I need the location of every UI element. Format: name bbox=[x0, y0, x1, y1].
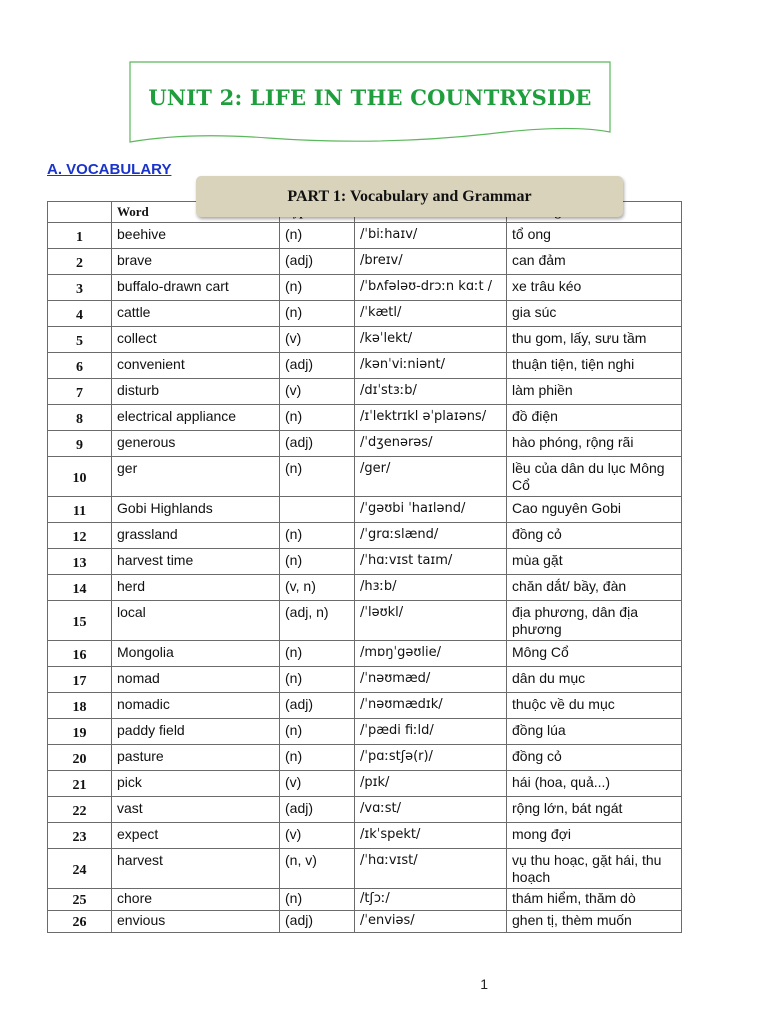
table-row bbox=[48, 523, 682, 549]
row-number: 10 bbox=[48, 457, 112, 497]
table-row bbox=[48, 719, 682, 745]
pronunciation-cell: /ˈbiːhaɪv/ bbox=[355, 223, 507, 249]
type-cell: (n) bbox=[280, 549, 355, 575]
pronunciation-cell: /ˈhɑːvɪst/ bbox=[355, 849, 507, 889]
table-row bbox=[48, 301, 682, 327]
row-number: 24 bbox=[48, 849, 112, 889]
table-row bbox=[48, 353, 682, 379]
pronunciation-cell: /hɜːb/ bbox=[355, 575, 507, 601]
type-cell: (v) bbox=[280, 327, 355, 353]
row-number: 22 bbox=[48, 797, 112, 823]
pronunciation-cell: /ˈkætl/ bbox=[355, 301, 507, 327]
meaning-cell: dân du mục bbox=[507, 667, 682, 693]
row-number: 12 bbox=[48, 523, 112, 549]
meaning-cell: thuộc về du mục bbox=[507, 693, 682, 719]
word-cell: beehive bbox=[112, 223, 280, 249]
pronunciation-cell: /ˈhɑːvɪst taɪm/ bbox=[355, 549, 507, 575]
meaning-cell: tổ ong bbox=[507, 223, 682, 249]
row-number: 13 bbox=[48, 549, 112, 575]
meaning-cell: mùa gặt bbox=[507, 549, 682, 575]
type-cell: (adj) bbox=[280, 249, 355, 275]
pronunciation-cell: /dɪˈstɜːb/ bbox=[355, 379, 507, 405]
type-cell: (n, v) bbox=[280, 849, 355, 889]
type-cell: (n) bbox=[280, 745, 355, 771]
type-cell: (v) bbox=[280, 823, 355, 849]
meaning-cell: hái (hoa, quả...) bbox=[507, 771, 682, 797]
row-number: 21 bbox=[48, 771, 112, 797]
meaning-cell: mong đợi bbox=[507, 823, 682, 849]
row-number: 7 bbox=[48, 379, 112, 405]
word-cell: Mongolia bbox=[112, 641, 280, 667]
word-cell: buffalo-drawn cart bbox=[112, 275, 280, 301]
word-cell: brave bbox=[112, 249, 280, 275]
type-cell: (n) bbox=[280, 641, 355, 667]
type-cell: (adj) bbox=[280, 431, 355, 457]
meaning-cell: xe trâu kéo bbox=[507, 275, 682, 301]
meaning-cell: địa phương, dân địa phương bbox=[507, 601, 682, 641]
table-row bbox=[48, 797, 682, 823]
pronunciation-cell: /ˈbʌfələʊ-drɔːn kɑːt / bbox=[355, 275, 507, 301]
word-cell: nomad bbox=[112, 667, 280, 693]
meaning-cell: gia súc bbox=[507, 301, 682, 327]
vocabulary-table bbox=[47, 201, 682, 933]
type-cell: (adj) bbox=[280, 353, 355, 379]
table-row bbox=[48, 275, 682, 301]
title-banner bbox=[128, 58, 612, 144]
meaning-cell: Mông Cổ bbox=[507, 641, 682, 667]
table-row bbox=[48, 641, 682, 667]
table-row bbox=[48, 379, 682, 405]
row-number: 6 bbox=[48, 353, 112, 379]
table-row bbox=[48, 431, 682, 457]
pronunciation-cell: /vɑːst/ bbox=[355, 797, 507, 823]
type-cell: (v) bbox=[280, 771, 355, 797]
pronunciation-cell: /mɒŋˈgəʊlie/ bbox=[355, 641, 507, 667]
table-row bbox=[48, 457, 682, 497]
word-cell: harvest bbox=[112, 849, 280, 889]
word-cell: envious bbox=[112, 911, 280, 933]
word-cell: grassland bbox=[112, 523, 280, 549]
pronunciation-cell: /kənˈviːniənt/ bbox=[355, 353, 507, 379]
pronunciation-cell: /ˈdʒenərəs/ bbox=[355, 431, 507, 457]
type-cell: (n) bbox=[280, 275, 355, 301]
table-row bbox=[48, 823, 682, 849]
row-number: 15 bbox=[48, 601, 112, 641]
word-cell: convenient bbox=[112, 353, 280, 379]
meaning-cell: thám hiểm, thăm dò bbox=[507, 889, 682, 911]
pronunciation-cell: /kəˈlekt/ bbox=[355, 327, 507, 353]
type-cell: (n) bbox=[280, 667, 355, 693]
type-cell: (adj) bbox=[280, 911, 355, 933]
row-number: 26 bbox=[48, 911, 112, 933]
type-cell: (n) bbox=[280, 523, 355, 549]
row-number: 3 bbox=[48, 275, 112, 301]
word-cell: disturb bbox=[112, 379, 280, 405]
pronunciation-cell: /ger/ bbox=[355, 457, 507, 497]
section-heading-vocabulary[interactable]: A. VOCABULARY bbox=[47, 161, 172, 178]
row-number: 11 bbox=[48, 497, 112, 523]
word-cell: vast bbox=[112, 797, 280, 823]
pronunciation-cell: /pɪk/ bbox=[355, 771, 507, 797]
meaning-cell: thuận tiện, tiện nghi bbox=[507, 353, 682, 379]
row-number: 1 bbox=[48, 223, 112, 249]
table-row bbox=[48, 745, 682, 771]
word-cell: chore bbox=[112, 889, 280, 911]
pronunciation-cell: /tʃɔː/ bbox=[355, 889, 507, 911]
pronunciation-cell: /ˈgəʊbi ˈhaɪlənd/ bbox=[355, 497, 507, 523]
meaning-cell: làm phiền bbox=[507, 379, 682, 405]
row-number: 14 bbox=[48, 575, 112, 601]
row-number: 17 bbox=[48, 667, 112, 693]
table-row bbox=[48, 693, 682, 719]
meaning-cell: đồng cỏ bbox=[507, 745, 682, 771]
pronunciation-cell: /ˈgrɑːslænd/ bbox=[355, 523, 507, 549]
table-row bbox=[48, 249, 682, 275]
type-cell: (n) bbox=[280, 457, 355, 497]
meaning-cell: chăn dắt/ bầy, đàn bbox=[507, 575, 682, 601]
word-cell: generous bbox=[112, 431, 280, 457]
word-cell: nomadic bbox=[112, 693, 280, 719]
word-cell: local bbox=[112, 601, 280, 641]
table-row bbox=[48, 327, 682, 353]
table-row bbox=[48, 223, 682, 249]
part-title-box bbox=[196, 176, 623, 217]
meaning-cell: đồng cỏ bbox=[507, 523, 682, 549]
table-row bbox=[48, 889, 682, 911]
meaning-cell: vụ thu hoạc, gặt hái, thu hoạch bbox=[507, 849, 682, 889]
type-cell: (v) bbox=[280, 379, 355, 405]
header-num bbox=[48, 202, 112, 223]
header-word: Word bbox=[112, 202, 280, 223]
table-row bbox=[48, 549, 682, 575]
table-body bbox=[48, 223, 682, 933]
table-row bbox=[48, 601, 682, 641]
table-row bbox=[48, 667, 682, 693]
word-cell: electrical appliance bbox=[112, 405, 280, 431]
pronunciation-cell: /ˈnəʊmædɪk/ bbox=[355, 693, 507, 719]
word-cell: harvest time bbox=[112, 549, 280, 575]
pronunciation-cell: /ˈləʊkl/ bbox=[355, 601, 507, 641]
row-number: 25 bbox=[48, 889, 112, 911]
table-row bbox=[48, 405, 682, 431]
pronunciation-cell: /ɪˈlektrɪkl əˈplaɪəns/ bbox=[355, 405, 507, 431]
table-row bbox=[48, 771, 682, 797]
row-number: 19 bbox=[48, 719, 112, 745]
table-row bbox=[48, 911, 682, 933]
table-row bbox=[48, 849, 682, 889]
meaning-cell: đồ điện bbox=[507, 405, 682, 431]
word-cell: Gobi Highlands bbox=[112, 497, 280, 523]
part-title: PART 1: Vocabulary and Grammar bbox=[287, 188, 532, 205]
word-cell: pasture bbox=[112, 745, 280, 771]
word-cell: collect bbox=[112, 327, 280, 353]
type-cell: (v, n) bbox=[280, 575, 355, 601]
meaning-cell: hào phóng, rộng rãi bbox=[507, 431, 682, 457]
type-cell: (n) bbox=[280, 223, 355, 249]
row-number: 23 bbox=[48, 823, 112, 849]
meaning-cell: ghen tị, thèm muốn bbox=[507, 911, 682, 933]
type-cell: (n) bbox=[280, 405, 355, 431]
type-cell: (n) bbox=[280, 301, 355, 327]
row-number: 5 bbox=[48, 327, 112, 353]
type-cell: (adj) bbox=[280, 693, 355, 719]
table-row bbox=[48, 497, 682, 523]
table-row bbox=[48, 575, 682, 601]
type-cell: (n) bbox=[280, 889, 355, 911]
type-cell: (adj, n) bbox=[280, 601, 355, 641]
word-cell: paddy field bbox=[112, 719, 280, 745]
word-cell: ger bbox=[112, 457, 280, 497]
type-cell: (adj) bbox=[280, 797, 355, 823]
pronunciation-cell: /breɪv/ bbox=[355, 249, 507, 275]
meaning-cell: đồng lúa bbox=[507, 719, 682, 745]
pronunciation-cell: /ˈpædi fiːld/ bbox=[355, 719, 507, 745]
row-number: 9 bbox=[48, 431, 112, 457]
row-number: 4 bbox=[48, 301, 112, 327]
row-number: 18 bbox=[48, 693, 112, 719]
word-cell: expect bbox=[112, 823, 280, 849]
word-cell: pick bbox=[112, 771, 280, 797]
meaning-cell: can đảm bbox=[507, 249, 682, 275]
meaning-cell: thu gom, lấy, sưu tầm bbox=[507, 327, 682, 353]
pronunciation-cell: /ɪkˈspekt/ bbox=[355, 823, 507, 849]
word-cell: cattle bbox=[112, 301, 280, 327]
row-number: 20 bbox=[48, 745, 112, 771]
meaning-cell: rộng lớn, bát ngát bbox=[507, 797, 682, 823]
row-number: 2 bbox=[48, 249, 112, 275]
row-number: 16 bbox=[48, 641, 112, 667]
row-number: 8 bbox=[48, 405, 112, 431]
type-cell: (n) bbox=[280, 719, 355, 745]
pronunciation-cell: /ˈenviəs/ bbox=[355, 911, 507, 933]
meaning-cell: Cao nguyên Gobi bbox=[507, 497, 682, 523]
pronunciation-cell: /ˈnəʊmæd/ bbox=[355, 667, 507, 693]
word-cell: herd bbox=[112, 575, 280, 601]
unit-title: UNIT 2: LIFE IN THE COUNTRYSIDE bbox=[148, 84, 592, 110]
page-number: 1 bbox=[480, 976, 488, 992]
pronunciation-cell: /ˈpɑːstʃə(r)/ bbox=[355, 745, 507, 771]
meaning-cell: lều của dân du lục Mông Cổ bbox=[507, 457, 682, 497]
type-cell bbox=[280, 497, 355, 523]
